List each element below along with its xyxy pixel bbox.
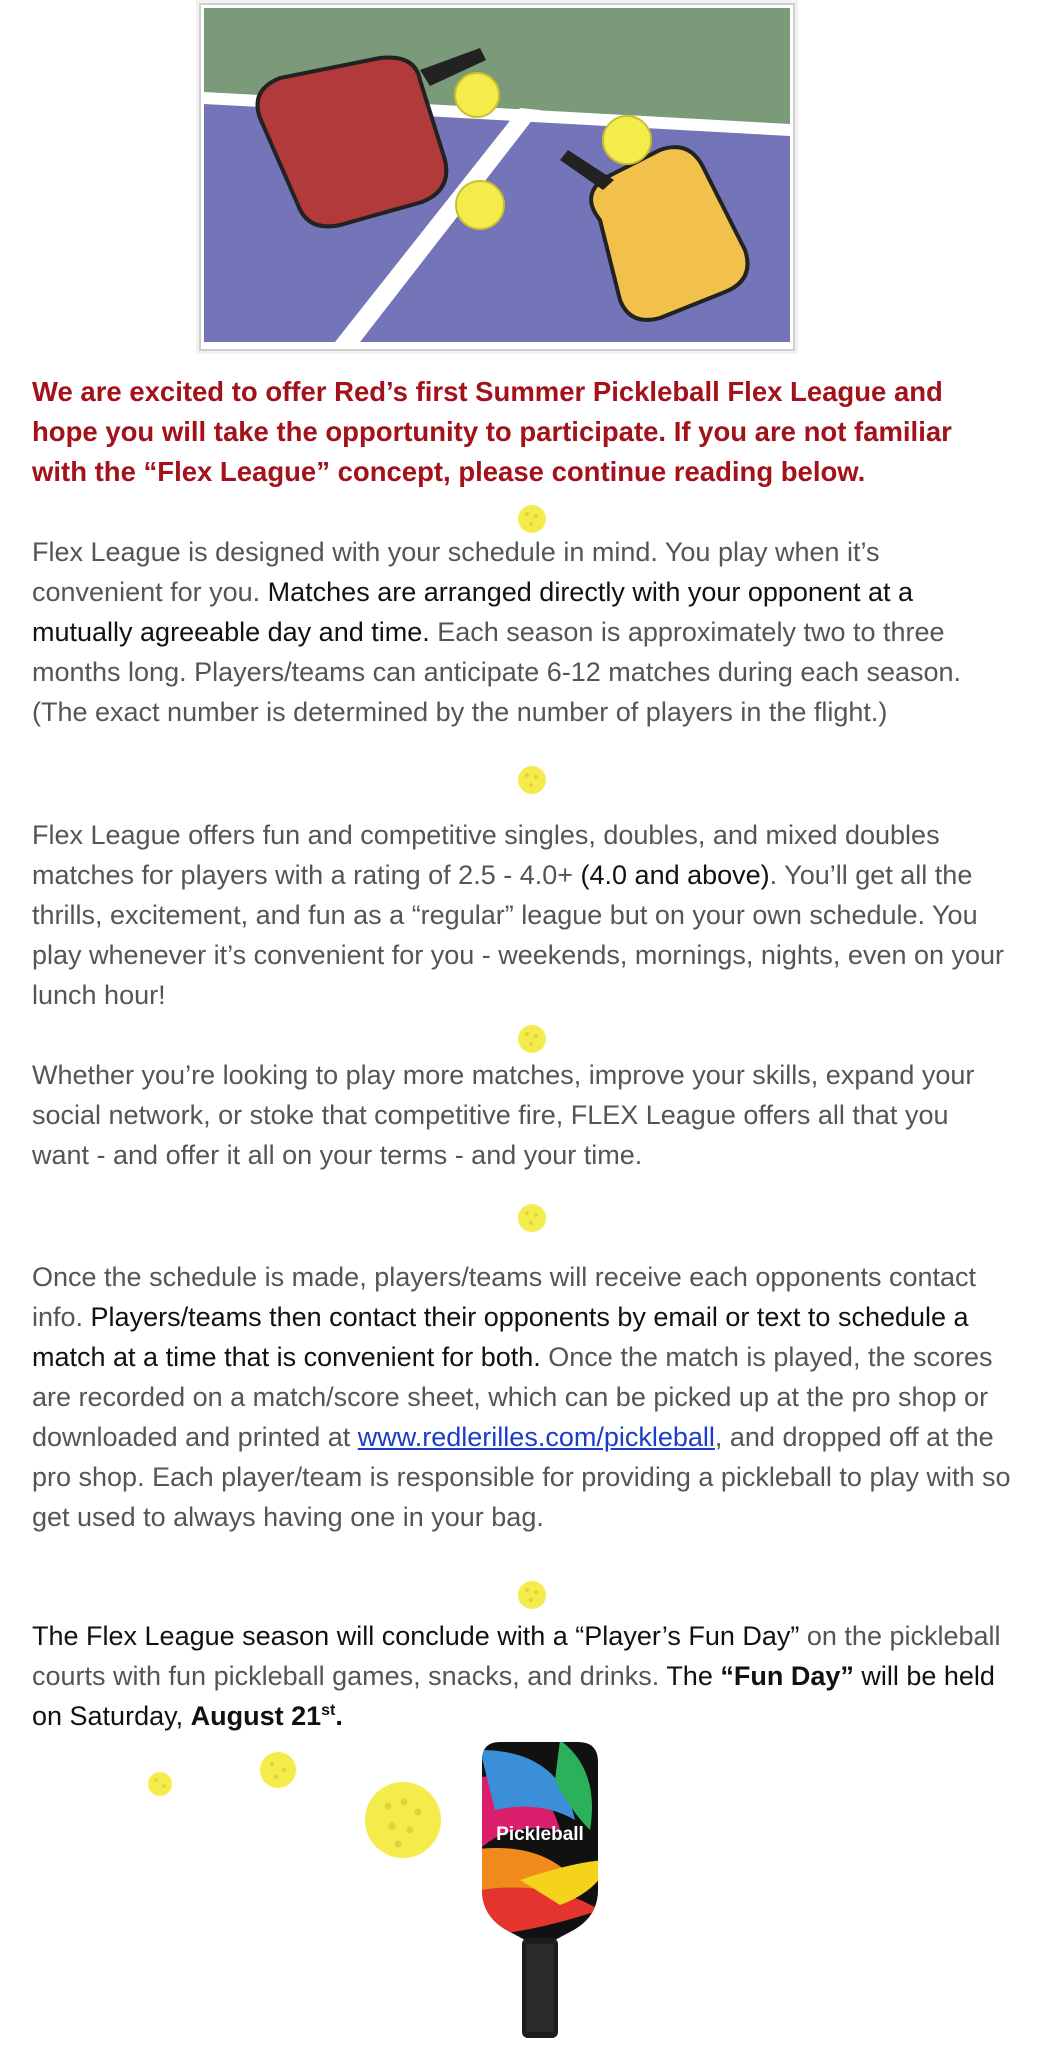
p5-text-a: The Flex League season will conclude with a “Player’s Fun Day”: [32, 1621, 800, 1651]
paddle-label: Pickleball: [496, 1824, 584, 1845]
pickleball-divider-icon: [517, 1203, 547, 1233]
rainbow-paddle-icon: [470, 1740, 610, 2038]
paragraph-scheduling: [32, 1257, 1012, 1537]
intro-headline: [32, 372, 1012, 492]
p5-text-c: The: [666, 1661, 721, 1691]
p2-text-a: Flex League offers fun and competitive singles, doubles, and mixed doubles matches for players with a rating of 2.5 - 4.0+: [32, 820, 940, 890]
p1-text-b: Matches are arranged directly with your opponent at a mutually agreeable day and time.: [32, 577, 914, 647]
p5-date-suffix: st: [321, 1702, 336, 1719]
paragraph-schedule: [32, 532, 1012, 732]
pickleball-divider-icon: [517, 1024, 547, 1054]
pickleball-divider-icon: [517, 1580, 547, 1610]
p3-text: Whether you’re looking to play more matches, improve your skills, expand your social network, or stoke that competitive fire, FLEX League offers all that you want - and offer it all on your terms - and your time.: [32, 1060, 975, 1170]
intro-text: We are excited to offer Red’s first Summer Pickleball Flex League and hope you will take the opportunity to participate. If you are not familiar with the “Flex League” concept, please continue reading below.: [32, 376, 952, 487]
large-ball-icon: [365, 1782, 441, 1858]
p5-date: August 21: [190, 1701, 322, 1731]
p4-text-c: Once the match is played, the scores are recorded on a match/score sheet, which can be picked up at the pro shop or downloaded and printed at: [32, 1342, 993, 1452]
p5-text-b: on the pickleball courts with fun pickleball games, snacks, and drinks.: [32, 1621, 1001, 1691]
paragraph-fun-day: [32, 1616, 1012, 1736]
p2-text-b: (4.0 and above): [580, 860, 770, 890]
pickleball-website-link[interactable]: www.redlerilles.com/pickleball: [357, 1422, 715, 1452]
pickleball-divider-icon: [517, 504, 547, 534]
paragraph-matches: [32, 815, 1012, 1015]
p5-text-d: “Fun Day”: [720, 1661, 854, 1691]
pickleball-divider-icon: [517, 765, 547, 795]
p4-text-b: Players/teams then contact their opponents by email or text to schedule a match at a time that is convenient for both.: [32, 1302, 969, 1372]
p4-text-a: Once the schedule is made, players/teams will receive each opponents contact info.: [32, 1262, 977, 1332]
p1-text-a: Flex League is designed with your schedule in mind. You play when it’s convenient for you.: [32, 537, 880, 607]
small-ball-icon: [148, 1772, 172, 1796]
p2-text-c: . You’ll get all the thrills, excitement, and fun as a “regular” league but on your own schedule. You play whenever it’s convenient for you - weekends, mornings, nights, even on your lunch hour!: [32, 860, 1005, 1010]
hero-image: [190, 0, 804, 354]
pickleball-paddles-court-icon: [190, 0, 804, 354]
bottom-paddle-illustration: [0, 1740, 1040, 2048]
medium-ball-icon: [260, 1752, 296, 1788]
paragraph-benefits: [32, 1055, 1012, 1175]
p5-text-e: will be held on Saturday,: [32, 1661, 995, 1731]
p1-text-c: Each season is approximately two to three months long. Players/teams can anticipate 6-12 matches during each season. (The exact number is determined by the number of players in the flight.): [32, 617, 962, 727]
p5-text-g: .: [335, 1701, 343, 1731]
p4-text-d: , and dropped off at the pro shop. Each player/team is responsible for providing a pickleball to play with so get used to always having one in your bag.: [32, 1422, 1011, 1532]
